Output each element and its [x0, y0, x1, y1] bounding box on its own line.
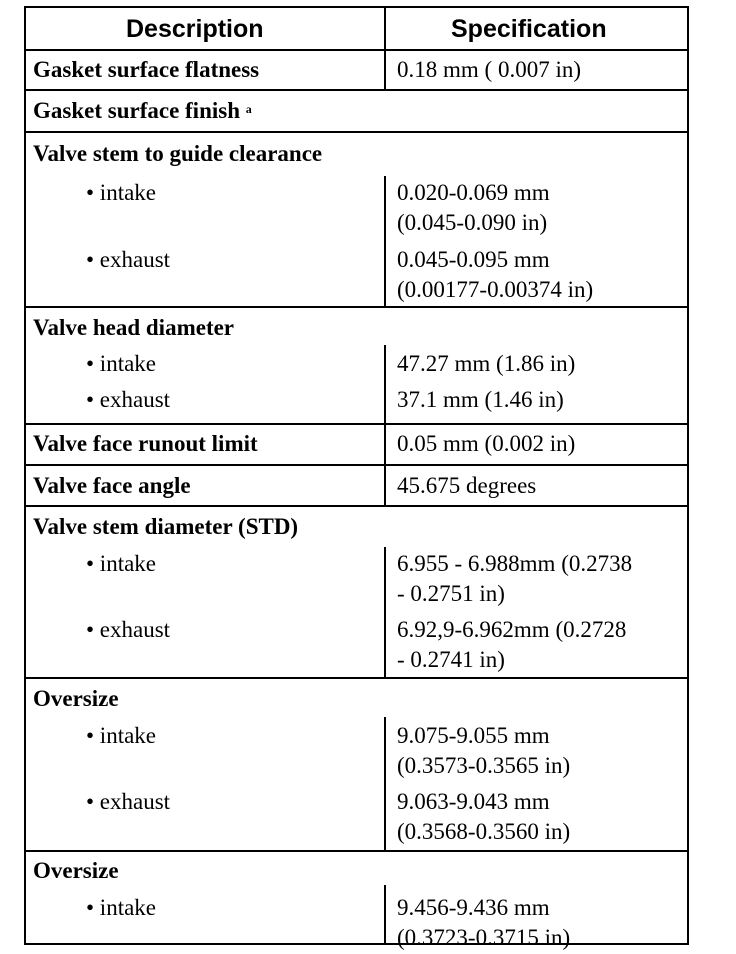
intake-value: 47.27 mm (1.86 in) [397, 351, 576, 376]
row-valve-stem-diameter [26, 507, 687, 679]
column-divider [384, 466, 386, 505]
exhaust-value-2: (0.3568-0.3560 in) [397, 819, 571, 844]
footnote-marker: a [245, 102, 252, 116]
row-valve-face-angle [26, 466, 687, 507]
header-description: Description [126, 15, 264, 43]
row-gasket-flatness [26, 51, 687, 91]
row-valve-face-runout [26, 425, 687, 466]
row-label: Oversize [33, 686, 119, 711]
row-label: Gasket surface finish $^a$ [33, 98, 252, 123]
exhaust-value-1: 6.92,9-6.962mm (0.2728 [397, 617, 627, 642]
row-label: Oversize [33, 858, 119, 883]
row-valve-head-diameter [26, 308, 687, 425]
spec-table [24, 6, 689, 950]
column-divider [384, 345, 386, 423]
row-label: Valve head diameter [33, 315, 235, 340]
row-label: Gasket surface flatness [33, 57, 260, 82]
column-divider [384, 547, 386, 677]
exhaust-value-1: 9.063-9.043 mm [397, 789, 550, 814]
intake-value-2: (0.3723-0.3715 in) [397, 925, 571, 950]
row-oversize-1 [26, 679, 687, 852]
row-value: 45.675 degrees [397, 473, 537, 498]
intake-value-1: 9.075-9.055 mm [397, 723, 550, 748]
column-divider [384, 717, 386, 850]
intake-label: • intake [86, 551, 156, 576]
column-divider [384, 51, 386, 89]
intake-value-2: - 0.2751 in) [397, 581, 505, 606]
exhaust-label: • exhaust [86, 247, 171, 272]
row-value: 0.18 mm ( 0.007 in) [397, 57, 581, 82]
exhaust-value-2: - 0.2741 in) [397, 647, 505, 672]
intake-label: • intake [86, 180, 156, 205]
intake-value-2: (0.3573-0.3565 in) [397, 753, 571, 778]
exhaust-label: • exhaust [86, 617, 171, 642]
row-value: 0.05 mm (0.002 in) [397, 431, 576, 456]
row-oversize-2 [26, 852, 687, 950]
row-label: Valve stem to guide clearance [33, 141, 323, 166]
intake-label: • intake [86, 895, 156, 920]
intake-label: • intake [86, 351, 156, 376]
exhaust-label: • exhaust [86, 789, 171, 814]
column-divider [384, 885, 386, 945]
exhaust-value-1: 0.045-0.095 mm [397, 247, 550, 272]
column-divider [384, 425, 386, 464]
row-label: Valve stem diameter (STD) [33, 514, 299, 539]
exhaust-value: 37.1 mm (1.46 in) [397, 387, 564, 412]
intake-value-2: (0.045-0.090 in) [397, 210, 548, 235]
row-label: Valve face angle [33, 473, 191, 498]
row-label: Valve face runout limit [33, 431, 258, 456]
column-divider [384, 8, 386, 49]
intake-value-1: 9.456-9.436 mm [397, 895, 550, 920]
intake-value-1: 0.020-0.069 mm [397, 180, 550, 205]
exhaust-label: • exhaust [86, 387, 171, 412]
header-row [26, 8, 687, 51]
intake-label: • intake [86, 723, 156, 748]
header-specification: Specification [451, 15, 607, 43]
exhaust-value-2: (0.00177-0.00374 in) [397, 277, 594, 302]
intake-value-1: 6.955 - 6.988mm (0.2738 [397, 551, 633, 576]
column-divider [384, 176, 386, 306]
row-stem-guide-clearance [26, 133, 687, 308]
row-gasket-finish [26, 91, 687, 133]
